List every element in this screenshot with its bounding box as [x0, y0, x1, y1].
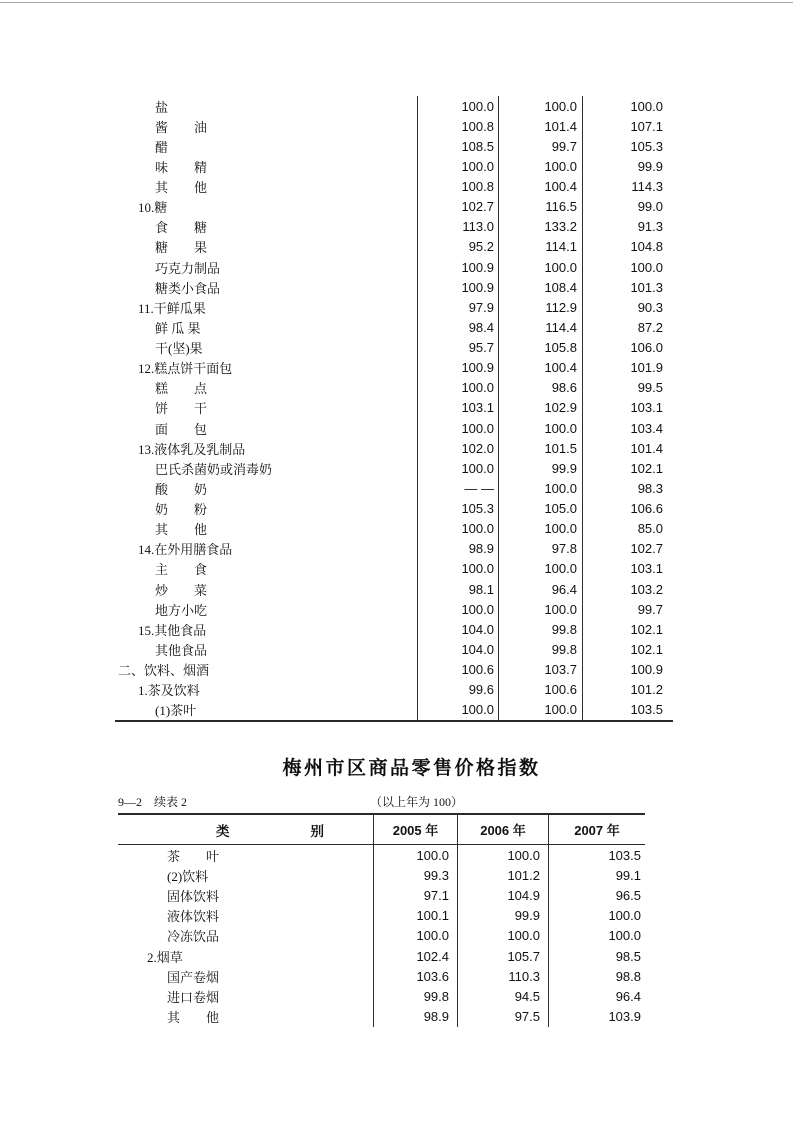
table-row — [115, 519, 673, 539]
row-label: 二、饮料、烟酒 — [118, 663, 210, 679]
table-row — [115, 478, 673, 498]
value-2006: 105.7 — [457, 946, 548, 966]
row-label: 进口卷烟 — [167, 990, 220, 1006]
value-2005: 97.9 — [417, 297, 498, 317]
table-row — [115, 559, 673, 579]
value-2006: 101.5 — [498, 438, 582, 458]
value-2005: 105.3 — [417, 499, 498, 519]
value-2007: 101.3 — [582, 277, 673, 297]
value-2007: 96.5 — [548, 885, 645, 905]
table-row — [115, 499, 673, 519]
value-2005: 108.5 — [417, 136, 498, 156]
table-row — [118, 865, 645, 885]
row-label: 其 他 — [155, 522, 208, 538]
value-2006: 100.4 — [498, 358, 582, 378]
value-2007: 107.1 — [582, 116, 673, 136]
value-2005: 100.0 — [373, 926, 457, 946]
value-2007: 98.5 — [548, 946, 645, 966]
value-2005: 95.2 — [417, 237, 498, 257]
value-2005: 100.0 — [417, 599, 498, 619]
value-2006: 105.0 — [498, 499, 582, 519]
row-label: 糖类小食品 — [155, 280, 221, 296]
value-2007: 101.4 — [582, 438, 673, 458]
value-2006: 99.8 — [498, 619, 582, 639]
table-row — [115, 277, 673, 297]
value-2007: 103.5 — [582, 700, 673, 720]
value-2007: 85.0 — [582, 519, 673, 539]
value-2005: 98.9 — [417, 539, 498, 559]
value-2006: 96.4 — [498, 579, 582, 599]
value-2006: 99.7 — [498, 136, 582, 156]
table-row — [115, 378, 673, 398]
value-2007: 103.1 — [582, 398, 673, 418]
value-2005: 100.9 — [417, 257, 498, 277]
table-row — [115, 680, 673, 700]
value-2007: 105.3 — [582, 136, 673, 156]
table-row — [115, 660, 673, 680]
table-row — [115, 358, 673, 378]
table-header-row — [118, 815, 645, 845]
value-2006: 112.9 — [498, 297, 582, 317]
value-2007: 100.0 — [548, 906, 645, 926]
value-2007: 103.4 — [582, 418, 673, 438]
row-label: 11.干鲜瓜果 — [138, 300, 206, 316]
value-2005: 103.6 — [373, 966, 457, 986]
value-2007: 103.1 — [582, 559, 673, 579]
row-label: 盐 — [155, 99, 169, 115]
value-2007: 87.2 — [582, 317, 673, 337]
value-2007: 99.7 — [582, 599, 673, 619]
value-2006: 99.9 — [457, 906, 548, 926]
value-2007: 101.9 — [582, 358, 673, 378]
table-body — [118, 845, 645, 1027]
value-2005: 100.0 — [417, 519, 498, 539]
value-2007: 99.9 — [582, 156, 673, 176]
table-row — [115, 257, 673, 277]
row-label: 液体饮料 — [167, 909, 220, 925]
value-2006: 100.0 — [498, 156, 582, 176]
value-2005: 100.0 — [417, 156, 498, 176]
row-label: 冷冻饮品 — [167, 929, 220, 945]
table-row — [115, 237, 673, 257]
table-row — [115, 156, 673, 176]
table-row — [115, 700, 673, 720]
row-label: 炒 菜 — [155, 582, 208, 598]
value-2005: 95.7 — [417, 338, 498, 358]
row-label: 味 精 — [155, 159, 208, 175]
table-row — [115, 136, 673, 156]
value-2005: 100.0 — [373, 845, 457, 865]
value-2005: 102.4 — [373, 946, 457, 966]
value-2006: 101.2 — [457, 865, 548, 885]
table-row — [115, 116, 673, 136]
value-2007: 100.0 — [582, 96, 673, 116]
value-2006: 100.0 — [498, 700, 582, 720]
table-row — [115, 418, 673, 438]
continuation-note: 9—2 续表 2 — [118, 795, 188, 809]
table-row — [118, 885, 645, 905]
value-2007: 99.0 — [582, 197, 673, 217]
page-title: 梅州市区商品零售价格指数 — [282, 758, 541, 779]
row-label: 地方小吃 — [155, 602, 208, 618]
value-2007: 106.0 — [582, 338, 673, 358]
value-2007: 103.9 — [548, 1007, 645, 1027]
value-2006: 133.2 — [498, 217, 582, 237]
value-2007: 91.3 — [582, 217, 673, 237]
value-2005: 99.3 — [373, 865, 457, 885]
value-2007: 114.3 — [582, 177, 673, 197]
value-2005: — — — [417, 478, 498, 498]
value-2007: 103.5 — [548, 845, 645, 865]
value-2005: 98.9 — [373, 1007, 457, 1027]
value-2007: 101.2 — [582, 680, 673, 700]
page-edge-line — [0, 2, 793, 3]
value-2005: 100.0 — [417, 700, 498, 720]
row-label: 15.其他食品 — [138, 622, 207, 638]
table-row — [115, 639, 673, 659]
value-2005: 102.7 — [417, 197, 498, 217]
table-row — [118, 966, 645, 986]
value-2007: 98.8 — [548, 966, 645, 986]
row-label: 食 糖 — [155, 220, 208, 236]
table-row — [115, 197, 673, 217]
row-label: 糕 点 — [155, 381, 208, 397]
header-year-2006: 2006 年 — [457, 815, 548, 844]
value-2005: 100.0 — [417, 559, 498, 579]
value-2005: 99.6 — [417, 680, 498, 700]
row-label: 13.液体乳及乳制品 — [138, 441, 246, 457]
top-table — [115, 96, 673, 722]
table-row — [118, 906, 645, 926]
header-year-2005: 2005 年 — [373, 815, 457, 844]
row-label: 鲜 瓜 果 — [155, 320, 201, 336]
value-2005: 102.0 — [417, 438, 498, 458]
table-row — [115, 297, 673, 317]
table-row — [115, 619, 673, 639]
value-2007: 106.6 — [582, 499, 673, 519]
value-2006: 100.0 — [457, 926, 548, 946]
row-label: 茶 叶 — [167, 848, 220, 864]
value-2005: 100.0 — [417, 418, 498, 438]
row-label: 面 包 — [155, 421, 208, 437]
value-2006: 101.4 — [498, 116, 582, 136]
row-label: 其 他 — [167, 1010, 220, 1026]
value-2006: 100.0 — [498, 599, 582, 619]
value-2005: 100.9 — [417, 277, 498, 297]
value-2006: 97.5 — [457, 1007, 548, 1027]
row-label: 饼 干 — [155, 401, 208, 417]
value-2007: 104.8 — [582, 237, 673, 257]
value-2007: 99.1 — [548, 865, 645, 885]
value-2006: 94.5 — [457, 987, 548, 1007]
row-label: (1)茶叶 — [155, 703, 197, 719]
value-2005: 100.6 — [417, 660, 498, 680]
value-2006: 97.8 — [498, 539, 582, 559]
row-label: 国产卷烟 — [167, 969, 220, 985]
row-label: 其 他 — [155, 180, 208, 196]
row-label: (2)饮料 — [167, 868, 209, 884]
value-2006: 102.9 — [498, 398, 582, 418]
table-row — [115, 539, 673, 559]
value-2007: 102.1 — [582, 619, 673, 639]
row-label: 14.在外用膳食品 — [138, 542, 233, 558]
row-label: 12.糕点饼干面包 — [138, 361, 233, 377]
row-label: 巧克力制品 — [155, 260, 221, 276]
value-2006: 100.6 — [498, 680, 582, 700]
value-2007: 102.7 — [582, 539, 673, 559]
value-2005: 104.0 — [417, 639, 498, 659]
value-2006: 103.7 — [498, 660, 582, 680]
row-label: 醋 — [155, 139, 169, 155]
table-row — [115, 599, 673, 619]
value-2006: 104.9 — [457, 885, 548, 905]
value-2006: 100.0 — [498, 257, 582, 277]
value-2007: 100.0 — [548, 926, 645, 946]
value-2005: 100.1 — [373, 906, 457, 926]
value-2006: 100.0 — [498, 519, 582, 539]
header-category: 类 别 — [216, 823, 324, 839]
value-2005: 98.4 — [417, 317, 498, 337]
row-label: 糖 果 — [155, 240, 208, 256]
value-2005: 97.1 — [373, 885, 457, 905]
value-2005: 113.0 — [417, 217, 498, 237]
row-label: 2.烟草 — [147, 949, 183, 965]
row-label: 奶 粉 — [155, 502, 208, 518]
table-row — [115, 317, 673, 337]
value-2007: 98.3 — [582, 478, 673, 498]
value-2006: 110.3 — [457, 966, 548, 986]
value-2005: 100.9 — [417, 358, 498, 378]
value-2006: 105.8 — [498, 338, 582, 358]
value-2007: 96.4 — [548, 987, 645, 1007]
table-row — [115, 438, 673, 458]
row-label: 其他食品 — [155, 642, 208, 658]
base-year-note: （以上年为 100） — [370, 795, 464, 809]
table-row — [118, 1007, 645, 1027]
value-2007: 99.5 — [582, 378, 673, 398]
row-label: 酸 奶 — [155, 481, 208, 497]
value-2005: 100.0 — [417, 458, 498, 478]
row-label: 干(坚)果 — [155, 341, 203, 357]
value-2005: 100.8 — [417, 116, 498, 136]
table-row — [115, 458, 673, 478]
value-2005: 100.8 — [417, 177, 498, 197]
header-year-2007: 2007 年 — [548, 815, 645, 844]
value-2006: 99.9 — [498, 458, 582, 478]
row-label: 10.糖 — [138, 200, 168, 216]
value-2006: 100.0 — [498, 478, 582, 498]
value-2006: 98.6 — [498, 378, 582, 398]
value-2005: 100.0 — [417, 96, 498, 116]
table-row — [118, 987, 645, 1007]
row-label: 巴氏杀菌奶或消毒奶 — [155, 461, 273, 477]
value-2006: 116.5 — [498, 197, 582, 217]
value-2006: 108.4 — [498, 277, 582, 297]
value-2006: 114.4 — [498, 317, 582, 337]
table-row — [115, 398, 673, 418]
row-label: 主 食 — [155, 562, 208, 578]
value-2006: 100.0 — [498, 96, 582, 116]
bottom-table — [118, 813, 645, 1027]
value-2006: 100.0 — [498, 559, 582, 579]
value-2005: 103.1 — [417, 398, 498, 418]
value-2005: 100.0 — [417, 378, 498, 398]
table-row — [118, 845, 645, 865]
table-row — [118, 926, 645, 946]
row-label: 固体饮料 — [167, 889, 220, 905]
value-2007: 102.1 — [582, 458, 673, 478]
row-label: 酱 油 — [155, 119, 208, 135]
value-2007: 102.1 — [582, 639, 673, 659]
value-2007: 100.0 — [582, 257, 673, 277]
table-row — [115, 177, 673, 197]
table-row — [115, 338, 673, 358]
table-row — [115, 217, 673, 237]
row-label: 1.茶及饮料 — [138, 683, 200, 699]
value-2006: 99.8 — [498, 639, 582, 659]
value-2005: 104.0 — [417, 619, 498, 639]
table-row — [115, 579, 673, 599]
value-2007: 90.3 — [582, 297, 673, 317]
value-2006: 100.0 — [457, 845, 548, 865]
value-2006: 100.0 — [498, 418, 582, 438]
value-2005: 98.1 — [417, 579, 498, 599]
value-2007: 100.9 — [582, 660, 673, 680]
table-row — [118, 946, 645, 966]
value-2006: 100.4 — [498, 177, 582, 197]
value-2006: 114.1 — [498, 237, 582, 257]
table-row — [115, 96, 673, 116]
value-2005: 99.8 — [373, 987, 457, 1007]
value-2007: 103.2 — [582, 579, 673, 599]
